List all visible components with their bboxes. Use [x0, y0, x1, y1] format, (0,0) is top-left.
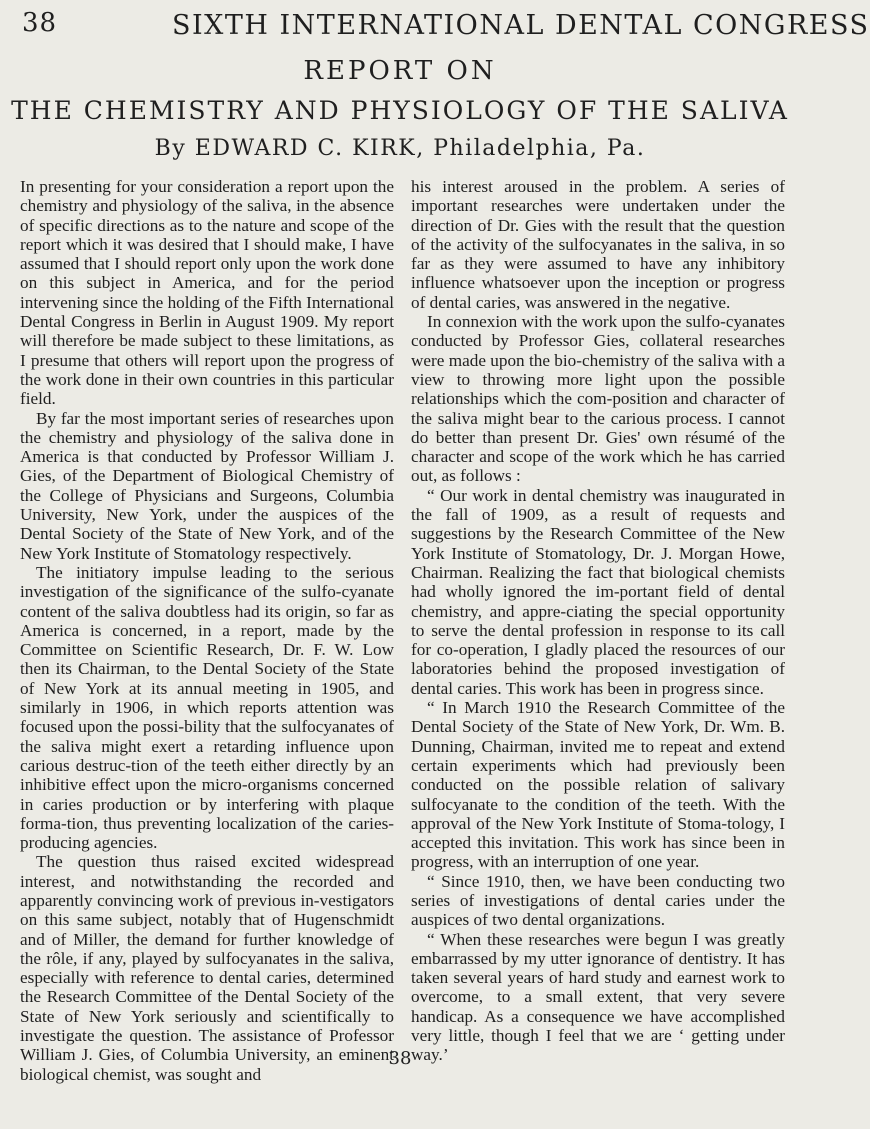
paragraph: his interest aroused in the problem. A series of important researches were undertaken under the direction of Dr. Gies with the result that the question of the activity of the sulfocyanates in the saliva, in so far as they were assumed to have any inhibitory influence whatsoever upon the inception or progress of dental caries, was answered in the negative. [411, 177, 785, 312]
page-number-top: 38 [22, 8, 58, 38]
running-header [0, 8, 870, 42]
page-number-bottom: 38 [388, 1048, 412, 1069]
paragraph: The question thus raised excited widespread interest, and notwithstanding the recorded and apparently convincing work of previous in-vestigators on this same subject, notably that of Hugenschmidt and of Miller, the demand for further knowledge of the rôle, if any, played by sulfocyanates in the saliva, especially with reference to dental caries, determined the Research Committee of the Dental Society of the State of New York seriously and scientifically to investigate the question. The assistance of Professor William J. Gies, of Columbia University, an eminent biological chemist, was sought and [20, 852, 394, 1084]
article-kicker: REPORT ON [303, 56, 497, 86]
right-column [411, 177, 785, 1065]
paragraph: The initiatory impulse leading to the serious investigation of the significance of the sulfo-cyanate content of the saliva doubtless had its origin, so far as America is concerned, in a report, made by the Committee on Scientific Research, Dr. F. W. Low then its Chairman, to the Dental Society of the State of New York at its annual meeting in 1905, and similarly in 1906, in which reports attention was focused upon the possi-bility that the sulfocyanates of the saliva might exert a retarding influence upon carious destruc-tion of the teeth either directly by an inhibitive effect upon the micro-organisms concerned in caries production or by interfering with plaque forma-tion, thus preventing localization of the caries-producing agencies. [20, 562, 394, 853]
paragraph: “ When these researches were begun I was greatly embarrassed by my utter ignorance of dentistry. It has taken several years of hard study and earnest work to overcome, to a small extent, that very severe handicap. As a consequence we have accomplished very little, though I feel that we are ‘ getting under way.’ [411, 929, 785, 1065]
paragraph: “ Since 1910, then, we have been conducting two series of investigations of dental caries under the auspices of two dental organizations. [411, 871, 785, 930]
paragraph: In presenting for your consideration a report upon the chemistry and physiology of the saliva, in the absence of specific directions as to the nature and scope of the report which it was desired that I should make, I have assumed that I should report only upon the work done on this subject in America, and for the period intervening since the holding of the Fifth International Dental Congress in Berlin in August 1909. My report will therefore be made subject to these limitations, as I presume that others will report upon the progress of the work done in their own countries in this particular field. [20, 177, 394, 409]
left-column [20, 177, 394, 1084]
paragraph: “ Our work in dental chemistry was inaugurated in the fall of 1909, as a result of requests and suggestions by the Research Committee of the New York Institute of Stomatology, Dr. J. Morgan Howe, Chairman. Realizing the fact that biological chemists had wholly ignored the im-portant field of dental chemistry, and appre-ciating the special opportunity to serve the dental profession in response to its call for co-operation, I gladly placed the resources of our laboratories behind the proposed investigation of dental caries. This work has been in progress since. [411, 485, 785, 698]
paragraph: By far the most important series of researches upon the chemistry and physiology of the saliva done in America is that conducted by Professor William J. Gies, of the Department of Biological Chemistry of the College of Physicians and Surgeons, Columbia University, New York, under the auspices of the Dental Society of the State of New York, and of the New York Institute of Stomatology respectively. [20, 408, 394, 563]
article-title: THE CHEMISTRY AND PHYSIOLOGY OF THE SALIVA [11, 96, 789, 125]
paragraph: “ In March 1910 the Research Committee of the Dental Society of the State of New York, Dr. Wm. B. Dunning, Chairman, invited me to repeat and extend certain experiments which had previously been conducted on the possible relation of salivary sulfocyanate to the condition of the teeth. With the approval of the New York Institute of Stoma-tology, I accepted this invitation. This work has since been in progress, with an interruption of one year. [411, 698, 785, 872]
running-head-title: SIXTH INTERNATIONAL DENTAL CONGRESS [172, 10, 870, 41]
article-byline: By EDWARD C. KIRK, Philadelphia, Pa. [154, 136, 646, 161]
paragraph: In connexion with the work upon the sulfo-cyanates conducted by Professor Gies, collateral researches were made upon the bio-chemistry of the saliva with a view to throwing more light upon the possible relationships which the com-position and character of the saliva might bear to the carious process. I cannot do better than present Dr. Gies' own résumé of the character and scope of the work which he has carried out, as follows : [411, 312, 785, 486]
